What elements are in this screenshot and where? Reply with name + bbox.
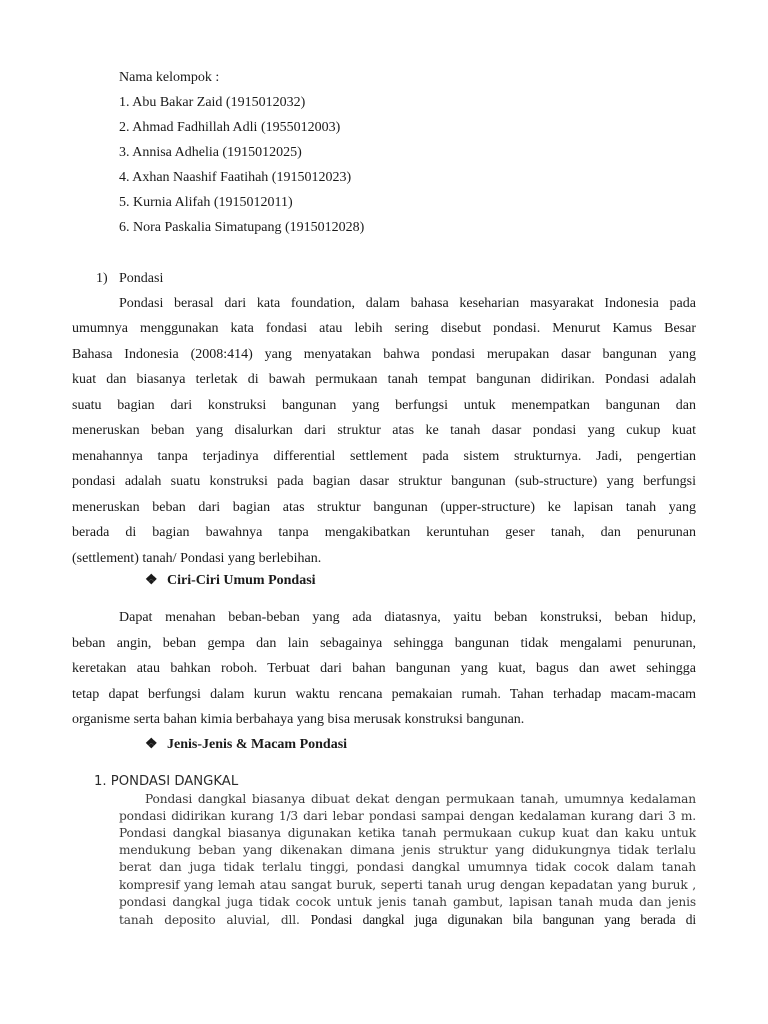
member-item: 5. Kurnia Alifah (1915012011)	[119, 195, 293, 210]
diamond-bullet-icon: ❖	[145, 573, 158, 588]
dangkal-line: mendukung beban yang dikenakan dimana jenis struktur yang didukungnya tidak terlalu	[119, 843, 696, 857]
dangkal-line: pondasi dangkal juga tidak cocok untuk jenis tanah gambut, lapisan tanah muda dan jenis	[119, 895, 696, 909]
paragraph-line: Bahasa Indonesia (2008:414) yang menyatakan bahwa pondasi merupakan dasar bangunan yang	[72, 347, 696, 362]
paragraph-line: Pondasi berasal dari kata foundation, dalam bahasa keseharian masyarakat Indonesia pada	[119, 296, 696, 311]
member-item: 2. Ahmad Fadhillah Adli (1955012003)	[119, 120, 341, 135]
ciri-title: Ciri-Ciri Umum Pondasi	[167, 573, 316, 588]
jenis-heading	[145, 736, 347, 754]
paragraph-line: meneruskan beban dari bagian atas struktur bangunan (upper-structure) ke lapisan tanah yang	[72, 500, 696, 515]
dangkal-line: tanah deposito aluvial, dll.	[119, 913, 300, 927]
dangkal-line: kompresif yang lemah atau sangat buruk, seperti tanah urug dengan kepadatan yang buruk ,	[119, 878, 696, 892]
paragraph-line: organisme serta bahan kimia berbahaya yang bisa merusak konstruksi bangunan.	[72, 712, 525, 727]
member-item: 4. Axhan Naashif Faatihah (1915012023)	[119, 170, 352, 185]
paragraph-line: umumnya menggunakan kata fondasi atau lebih sering disebut pondasi. Menurut Kamus Besar	[72, 321, 696, 336]
section-title: Pondasi	[119, 271, 164, 286]
ciri-heading	[145, 572, 316, 590]
paragraph-line: Dapat menahan beban-beban yang ada diatasnya, yaitu beban konstruksi, beban hidup,	[119, 610, 696, 625]
paragraph-line: beban angin, beban gempa dan lain sebagainya sehingga bangunan tidak mengalami penurunan,	[72, 636, 696, 651]
member-item: 6. Nora Paskalia Simatupang (1915012028)	[119, 220, 365, 235]
dangkal-line: berat dan juga tidak terlalu tinggi, pondasi dangkal umumnya tidak cocok dalam tanah	[119, 860, 696, 874]
paragraph-line: menahannya tanpa terjadinya differential settlement pada sistem strukturnya. Jadi, pengertian	[72, 449, 696, 464]
paragraph-line: meneruskan beban yang disalurkan dari struktur atas ke tanah dasar pondasi yang cukup kuat	[72, 423, 696, 438]
section-number: 1)	[96, 271, 108, 286]
group-label: Nama kelompok :	[119, 70, 220, 85]
dangkal-title: 1. PONDASI DANGKAL	[94, 774, 239, 789]
jenis-title: Jenis-Jenis & Macam Pondasi	[167, 737, 348, 752]
paragraph-line: keretakan atau bahkan roboh. Terbuat dari bahan bangunan yang kuat, bagus dan awet sehingga	[72, 661, 696, 676]
paragraph-line: pondasi adalah suatu konstruksi pada bagian dasar struktur bangunan (sub-structure) yang berfungsi	[72, 474, 696, 489]
paragraph-line: (settlement) tanah/ Pondasi yang berlebihan.	[72, 551, 322, 566]
diamond-bullet-icon: ❖	[145, 737, 158, 752]
paragraph-line: tetap dapat berfungsi dalam kurun waktu rencana pemakaian rumah. Tahan terhadap macam-macam	[72, 687, 696, 702]
member-item: 3. Annisa Adhelia (1915012025)	[119, 145, 302, 160]
paragraph-line: kuat dan biasanya terletak di bawah permukaan tanah tempat bangunan didirikan. Pondasi adalah	[72, 372, 696, 387]
dangkal-last-line	[119, 911, 696, 929]
member-item: 1. Abu Bakar Zaid (1915012032)	[119, 95, 306, 110]
dangkal-line: Pondasi dangkal biasanya digunakan ketika tanah permukaan cukup kuat dan kaku untuk	[119, 826, 696, 840]
dangkal-line: Pondasi dangkal biasanya dibuat dekat dengan permukaan tanah, umumnya kedalaman	[145, 792, 696, 806]
paragraph-line: suatu bagian dari konstruksi bangunan yang berfungsi untuk menempatkan bangunan dan	[72, 398, 696, 413]
dangkal-line: pondasi didirikan kurang 1/3 dari lebar pondasi sampai dengan kedalaman kurang dari 3 m.	[119, 809, 696, 823]
paragraph-line: berada di bagian bawahnya tanpa mengakibatkan keruntuhan geser tanah, dan penurunan	[72, 525, 696, 540]
dangkal-tail: Pondasi dangkal juga digunakan bila bangunan yang berada di	[310, 912, 697, 927]
